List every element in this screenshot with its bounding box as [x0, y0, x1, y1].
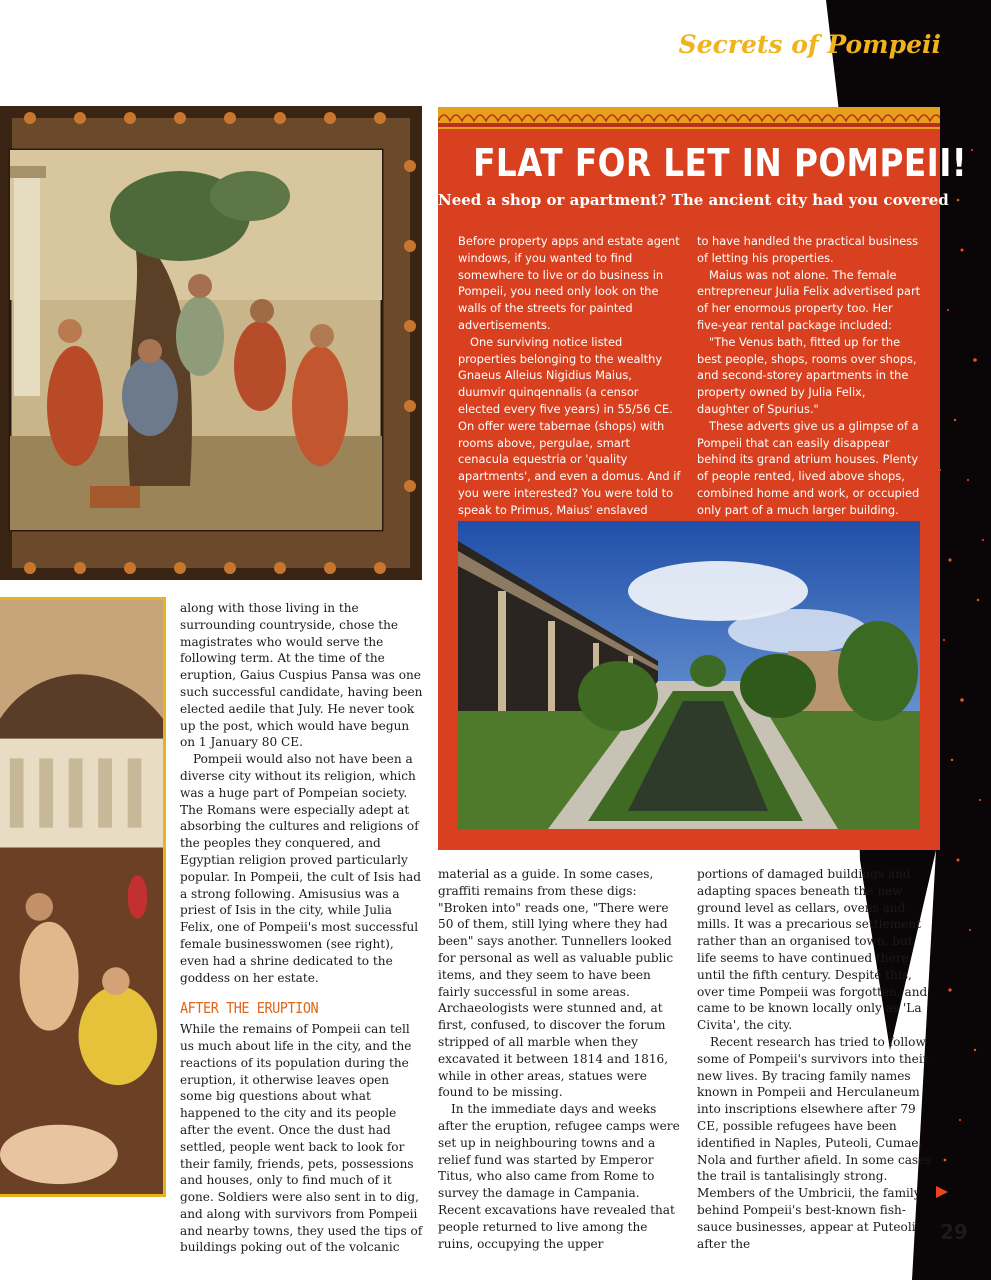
section-subhead: AFTER THE ERUPTION [180, 999, 319, 1018]
boxout-paragraph: Maius was not alone. The female entrepreneur Julia Felix advertised part of her enormous property too. Her five-year rental package included: [697, 267, 921, 332]
article-column-3 [697, 866, 933, 1252]
article-paragraph: portions of damaged buildings and adapting spaces beneath the new ground level as cellars, ovens and mills. It was a precarious settlement rather than an organised town, but life seems to have continued there until the fifth century. Despite this, over time Pompeii was forgotten, and came to be known locally only as 'La Civita', the city. [697, 867, 928, 1033]
article-paragraph: along with those living in the surrounding countryside, chose the magistrates who would serve the following term. At the time of the eruption, Gaius Cuspius Pansa was one such successful candidate, having been elected aedile that July. He never took up the post, which would have begun on 1 January 80 CE. [180, 601, 423, 750]
continue-arrow-icon [936, 1186, 948, 1198]
flat-for-let-boxout [438, 107, 968, 850]
article-paragraph: Recent research has tried to follow some of Pompeii's survivors into their new lives. By tracing family names known in Pompeii and Herculaneum into inscriptions elsewhere after 79 CE, possible refugees have been identified in Naples, Puteoli, Cumae, Nola and further afield. In some cases the trail is tantalisingly strong. Members of the Umbricii, the family behind Pompeii's best-known fish-sauce businesses, appear at Puteoli after the [697, 1034, 932, 1251]
article-paragraph: In the immediate days and weeks after the eruption, refugee camps were set up in neighbouring towns and a relief fund was started by Emperor Titus, who also came from Rome to survey the damage in Campania. Recent excavations have revealed that people returned to live among the ruins, occupying the upper [438, 1102, 680, 1251]
pompeii-garden-photo [458, 521, 920, 829]
article-paragraph: While the remains of Pompeii can tell us much about life in the city, and the reactions of its population during the eruption, it otherwise leaves open some big questions about what happened to the city and its people after the event. Once the dust had settled, people went back to look for their family, friends, pets, possessions and houses, only to find much of it gone. Soldiers were also sent in to dig, and along with survivors from Pompeii and nearby towns, they used the tips of buildings poking out of the volcanic [180, 1022, 423, 1255]
article-paragraph: material as a guide. In some cases, graffiti remains from these digs: "Broken into" reads one, "There were 50 of them, still lying where they had been" says another. Tunnellers looked for personal as well as valuable public items, and they seem to have been fairly successful in some areas. Archaeologists were stunned and, at first, confused, to discover the forum stripped of all marble when they excavated it between 1814 and 1816, while in other areas, statues were found to be missing. [438, 867, 674, 1100]
boxout-subtitle: Need a shop or apartment? The ancient city had you covered [438, 191, 949, 209]
section-title: Secrets of Pompeii [678, 30, 941, 59]
page-number: 29 [940, 1220, 968, 1244]
boxout-paragraph: These adverts give us a glimpse of a Pompeii that can easily disappear behind its grand atrium houses. Plenty of people rented, lived above shops, combined home and work, or occupied only part of a much larger building. [697, 418, 920, 517]
decorative-border-strip [438, 107, 940, 129]
roman-bath-fresco-image [0, 597, 166, 1197]
boxout-column-1 [458, 233, 682, 535]
boxout-paragraph: to have handled the practical business of letting his properties. [697, 234, 919, 265]
boxout-paragraph: One surviving notice listed properties belonging to the wealthy Gnaeus Alleius Nigidius Maius, duumvir quinqennalis (a censor elected every five years) in 55/56 CE. On offer were tabernae (shops) with rooms above, pergulae, smart cenacula equestria or 'quality apartments', and even a domus. And if you were interested? You were told to speak to Primus, Maius' enslaved [458, 334, 681, 517]
article-column-2 [438, 866, 682, 1252]
boxout-paragraph: Before property apps and estate agent windows, if you wanted to find somewhere to live or do business in Pompeii, you need only look on the walls of the streets for painted advertisements. [458, 234, 680, 332]
boxout-title: FLAT FOR LET IN POMPEII! [473, 141, 968, 185]
article-column-1 [180, 600, 424, 1256]
boxout-paragraph: "The Venus bath, fitted up for the best people, shops, rooms over shops, and second-storey apartments in the property owned by Julia Felix, daughter of Spurius." [697, 334, 917, 416]
boxout-column-2 [697, 233, 921, 519]
article-paragraph: Pompeii would also not have been a diverse city without its religion, which was a huge part of Pompeian society. The Romans were especially adept at absorbing the cultures and religions of the peoples they conquered, and Egyptian religion proved particularly popular. In Pompeii, the cult of Isis had a strong following. Amisusius was a priest of Isis in the city, while Julia Felix, one of Pompeii's most successful female businesswomen (see right), even had a shrine dedicated to the goddess on her estate. [180, 752, 421, 985]
academy-mosaic-image [0, 106, 422, 580]
